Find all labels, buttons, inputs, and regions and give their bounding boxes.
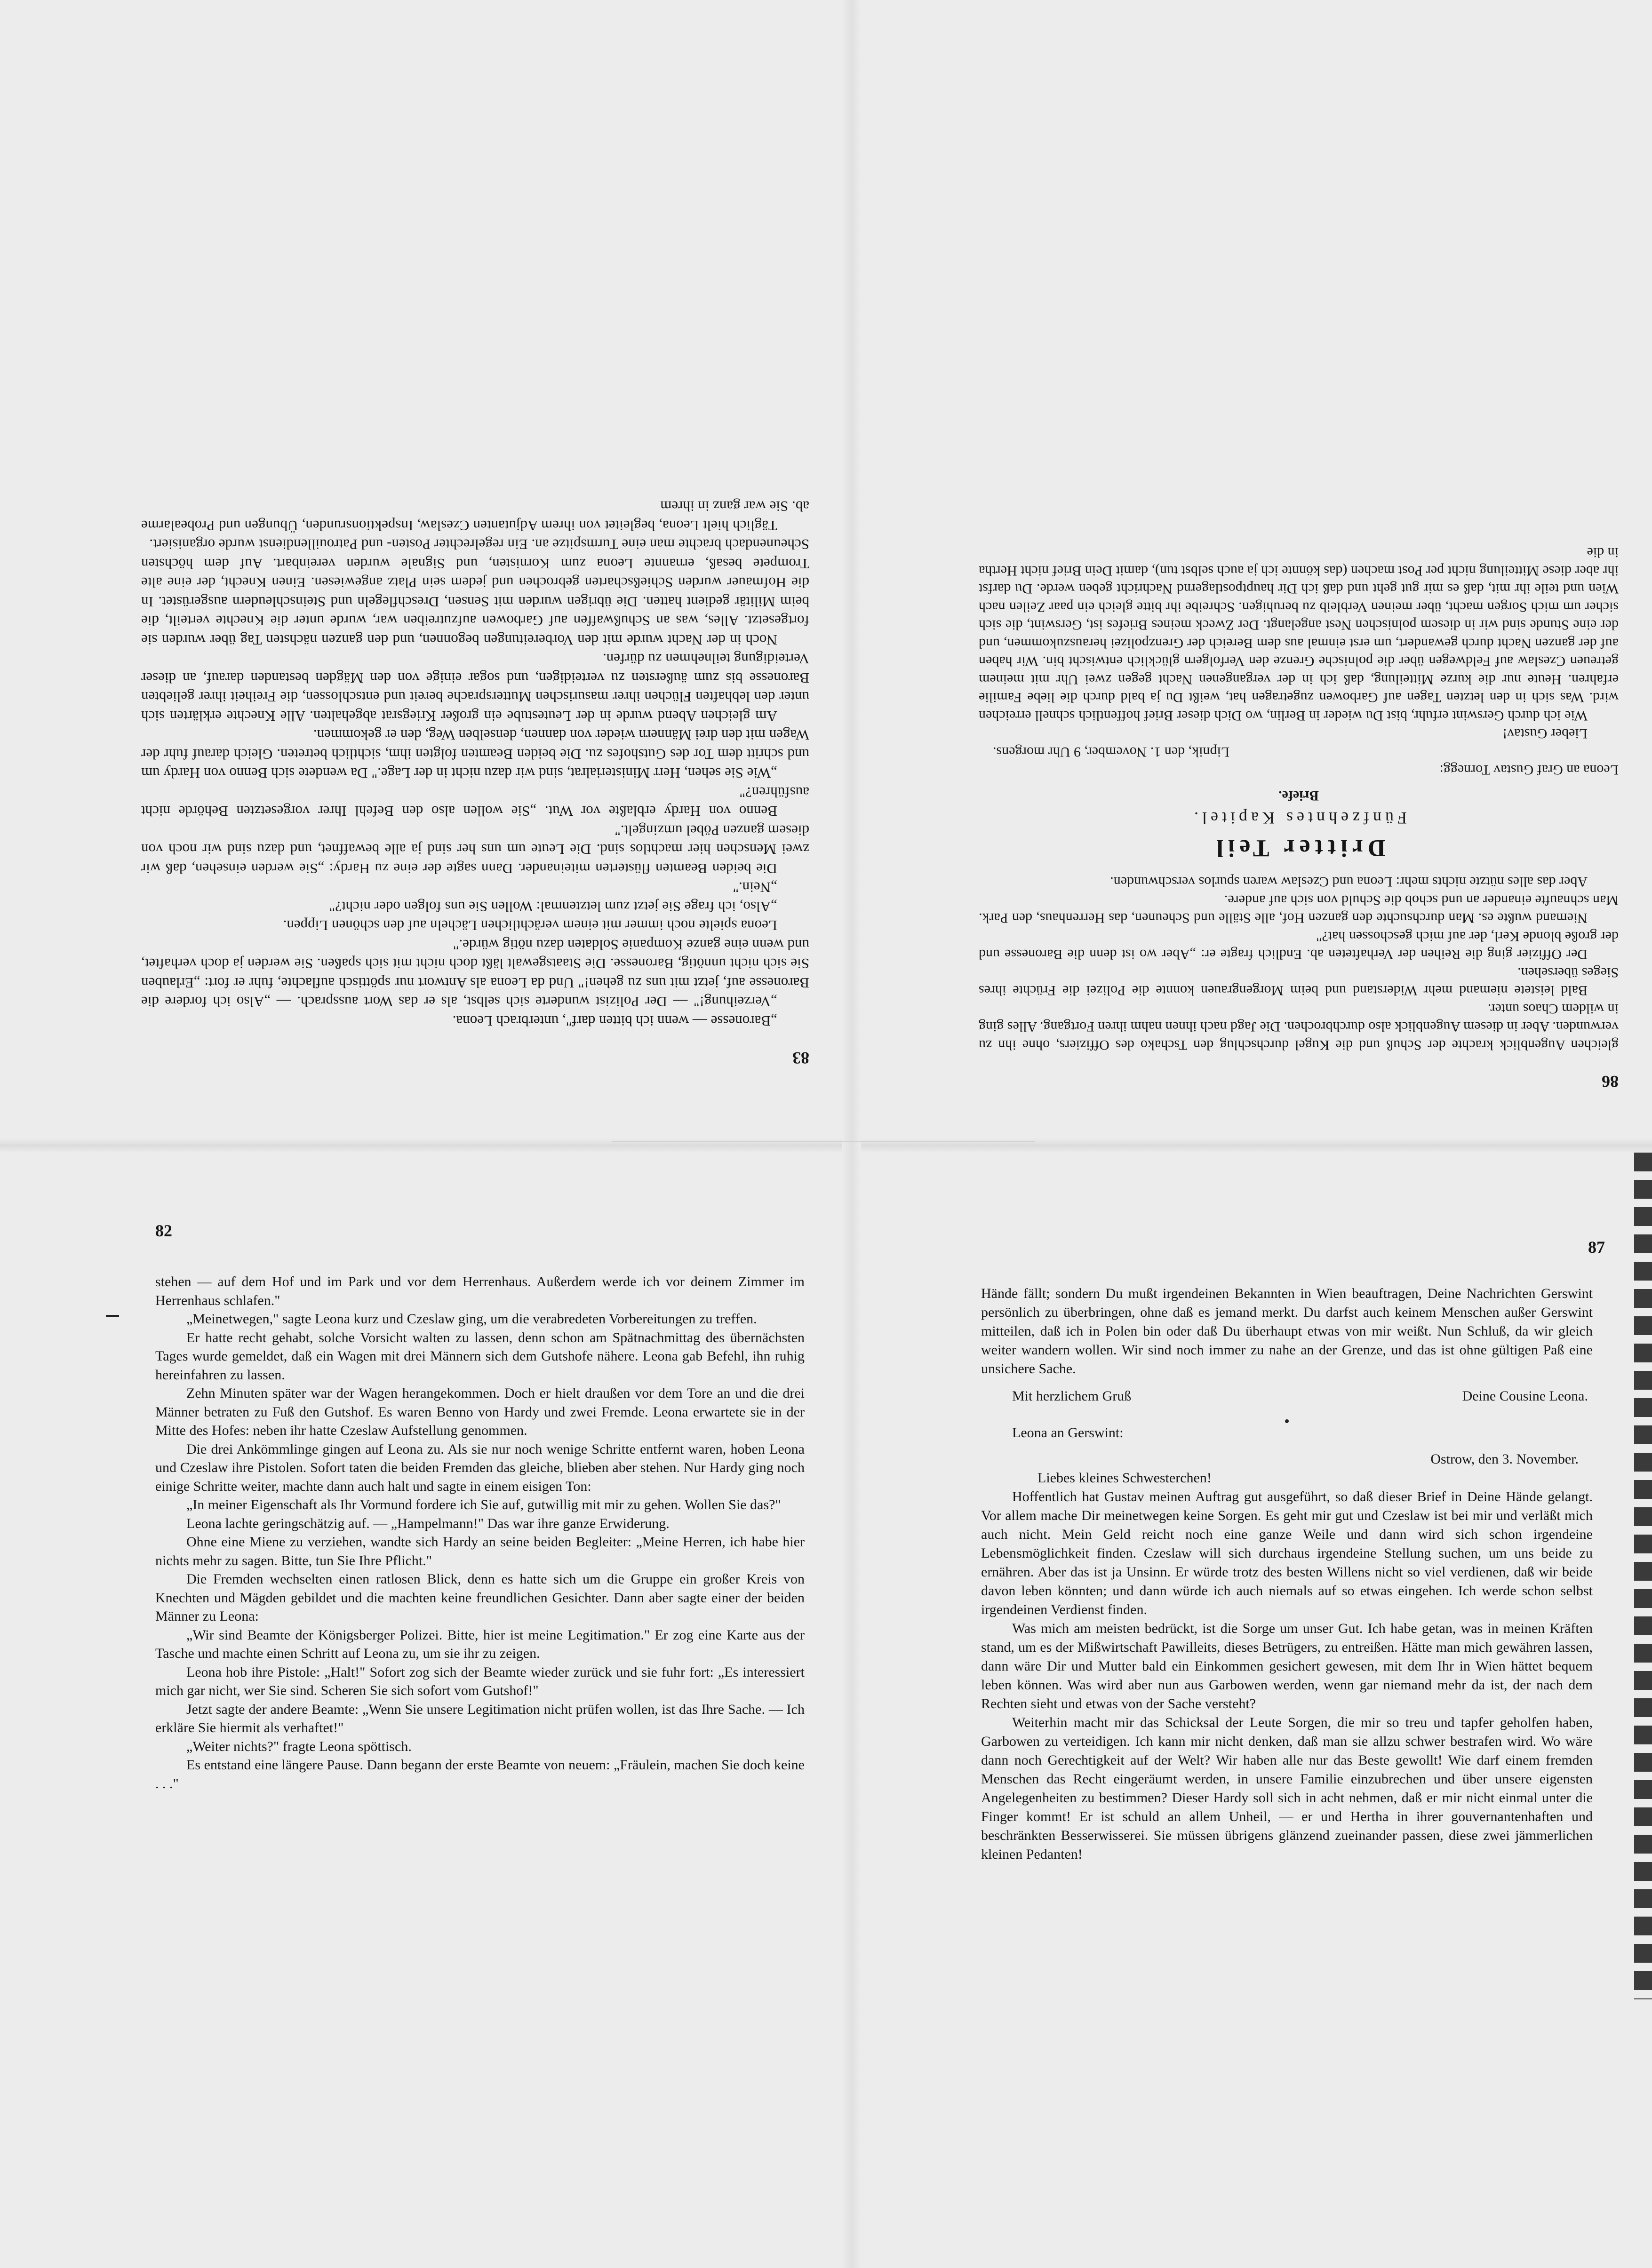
letter-dateline: Ostrow, den 3. November. <box>1430 1451 1579 1467</box>
paragraph: „Baronesse — wenn ich bitten darf", unterbrach Leona. <box>452 1013 777 1029</box>
page-83 <box>141 122 809 1068</box>
page-body <box>979 543 1619 1054</box>
letter-recipient: Leona an Graf Gustav Tornegg: <box>1439 762 1619 778</box>
paragraph: Hoffentlich hat Gustav meinen Auftrag gut ausgeführt, so daß dieser Brief in Deine Hände gelangt. Vor allem mache Dir meinetwegen keine Sorgen. Es geht mir gut und Czeslaw ist bei mir und verläßt mich auch nicht. Mein Geld reicht noch eine ganze Weile und dann wird sich schon irgendeine Lebensmöglichkeit finden. Czeslaw will sich durchaus irgendeine Stellung suchen, um uns beide zu ernähren. Aber das ist ja Unsinn. Er würde trotz des besten Willens nicht so viel verdienen, daß wir beide davon leben könnten; und dann würde ich auch niemals auf so etwas eingehen. Ich werde schon selbst irgendeinen Verdienst finden. <box>981 1489 1593 1617</box>
paragraph: „Verzeihung!" — Der Polizist wunderte sich selbst, als er das Wort aussprach. — „Also ich fordere die Baronesse auf, jetzt mit uns zu gehen!" Und da Leona als Antwort nur spöttisch auflachte, fuhr er fort: „Erlauben Sie sich nicht unnötig, Baronesse. Die Staatsgewalt läßt doch nicht mit sich spaßen. Sie werden ja doch verhaftet, und wenn eine ganze Kompanie Soldaten dazu nötig würde." <box>141 937 809 1011</box>
bleed-through-line <box>612 1141 1035 1142</box>
page-86 <box>979 127 1619 1091</box>
separator-dot <box>981 1409 1593 1421</box>
page-number: 87 <box>1588 1238 1605 1257</box>
paragraph: Ohne eine Miene zu verziehen, wandte sich Hardy an seine beiden Begleiter: „Meine Herren, ich habe hier nichts mehr zu sagen. Bitte, tun Sie Ihre Pflicht." <box>155 1534 805 1568</box>
paragraph: Wie ich durch Gerswint erfuhr, bist Du wieder in Berlin, wo Dich dieser Brief hoffentlich schnell erreichen wird. Was sich in den letzten Tagen auf Garbowen zugetragen hat, weißt Du ja bald durch die liebe Familie erfahren. Heute nur die kurze Mitteilung, daß ich in der vergangenen Nacht gegen zwei Uhr mit meinem getreuen Czeslaw auf Feldwegen über die polnische Grenze den Verfolgern glücklich entwischt bin. Wir haben auf der ganzen Nacht durch gewandert, um erst einmal aus dem Bereich der Grenzpolizei herauszukommen, und der eine Stunde sind wir in diesem polnischen Nest angelangt. Der Zweck meines Briefes ist, Gerswint, die sich sicher um mich Sorgen macht, über meinen Verbleib zu beruhigen. Schreibe ihr bitte gleich ein paar Zeilen nach Wien und teile ihr mit, daß es mir gut geht und daß ich Dir hauptpostlagernd Nachricht geben werde. Du darfst ihr aber diese Mitteilung nicht per Post machen (das könnte ich ja auch selbst tun), damit Dein Brief nicht Hertha in die <box>979 545 1619 724</box>
paragraph: Noch in der Nacht wurde mit den Vorbereitungen begonnen, und den ganzen nächsten Tag über wurden sie fortgesetzt. Alles, was an Schußwaffen auf Garbowen aufzutreiben war, wurde unter die Knechte verteilt, die beim Militär gedient hatten. Die übrigen wurden mit Sensen, Dreschflegeln und Steinschleudern ausgerüstet. In die Hofmauer wurden Schießscharten gebrochen und jedem sein Platz angewiesen. Einen Knecht, der eine alte Trompete besaß, ernannte Leona zum Kornisten, und Signale wurden vereinbart. Auf dem höchsten Scheunendach brachte man eine Turmspitze an. Ein regelrechter Posten- und Patrouillendienst wurde organisiert. <box>141 536 809 648</box>
paragraph: Weiterhin macht mir das Schicksal der Leute Sorgen, die mir so treu und tapfer geholfen haben, Garbowen zu verteidigen. Ich kann mir nicht denken, daß man sie allzu schwer bestrafen wird. Wo wäre dann noch Gerechtigkeit auf der Welt? Wir haben alle nur das Beste gewollt! Wie darf einem fremden Menschen das Recht eingeräumt werden, in unsere Familie einzubrechen und über unsere eigensten Angelegenheiten zu bestimmen? Dieser Hardy soll sich in acht nehmen, daß er mir nicht einmal unter die Finger kommt! Er ist schuld an allem Unheil, — er und Hertha in ihrer gouvernantenhaften und beschränkten Besserwisserei. Sie müssen übrigens glänzend zueinander passen, diese zwei jämmerlichen kleinen Pedanten! <box>981 1715 1593 1862</box>
paragraph: Aber das alles nützte nichts mehr: Leona und Czeslaw waren spurlos verschwunden. <box>1110 874 1588 890</box>
paragraph: Die beiden Beamten flüsterten miteinander. Dann sagte der eine zu Hardy: „Sie werden einsehen, daß wir zwei Menschen hier machtlos sind. Die Leute um uns her sind ja alle bewaffnet, und dazu sind wir noch von diesem ganzen Pöbel umzingelt." <box>141 822 809 877</box>
closing-signature: Deine Cousine Leona. <box>1462 1388 1588 1404</box>
part-title: Dritter Teil <box>1212 835 1386 861</box>
paragraph: Leona lachte geringschätzig auf. — „Hampelmann!" Das war ihre ganze Erwiderung. <box>186 1515 670 1531</box>
paragraph: Er hatte recht gehabt, solche Vorsicht walten zu lassen, denn schon am Spätnachmittag des übernächsten Tages wurde gemeldet, daß ein Wagen mit drei Männern sich dem Gutshofe nähere. Leona gab Befehl, ihn ruhig hereinfahren zu lassen. <box>155 1329 805 1383</box>
page-87 <box>981 1237 1626 2131</box>
letter-salutation: Liebes kleines Schwesterchen! <box>1037 1470 1212 1486</box>
letter-recipient: Leona an Gerswint: <box>1012 1425 1124 1440</box>
paragraph: Der Offizier ging die Reihen der Verhafteten ab. Endlich fragte er: „Aber wo ist denn die Baronesse und der große blonde Kerl, der auf mich geschossen hat?" <box>979 929 1619 963</box>
chapter-title: Fünfzehntes Kapitel. <box>1190 809 1407 828</box>
paragraph: Zehn Minuten später war der Wagen herangekommen. Doch er hielt draußen vor dem Tore an und die drei Männer betraten zu Fuß den Gutshof. Es waren Benno von Hardy und zwei Fremde. Leona erwartete sie in der Mitte des Hofes: neben ihr hatte Czeslaw Aufstellung genommen. <box>155 1385 805 1438</box>
page-number: 83 <box>792 1049 809 1067</box>
paragraph: Hände fällt; sondern Du mußt irgendeinen Bekannten in Wien beauftragen, Deine Nachrichten Gerswint persönlich zu überbringen, ohne daß es jemand merkt. Du darfst auch keinem Menschen außer Gerswint mitteilen, daß ich in Polen bin oder daß Du überhaupt etwas von mir weißt. Nun Schluß, da wir gleich weiter wandern wollen. Wir sind noch immer zu nahe an der Grenze, und das ist ohne gültigen Paß eine unsichere Sache. <box>981 1286 1593 1377</box>
closing-greeting: Mit herzlichem Gruß <box>1012 1388 1132 1404</box>
paragraph: „Weiter nichts?" fragte Leona spöttisch. <box>186 1738 412 1754</box>
vertical-fold <box>842 0 861 2268</box>
page-body <box>141 497 809 1030</box>
paragraph: Niemand wußte es. Man durchsuchte den ganzen Hof, alle Ställe und Scheunen, das Herrenhaus, den Park. Man schnaufte einander an und schob die Schuld von sich auf andere. <box>979 892 1619 926</box>
letter-salutation: Lieber Gustav! <box>1502 726 1588 742</box>
paragraph: Benno von Hardy erblaßte vor Wut. „Sie wollen also den Befehl Ihrer vorgesetzten Behörde nicht ausführen?" <box>141 784 809 820</box>
paragraph: „In meiner Eigenschaft als Ihr Vormund fordere ich Sie auf, gutwillig mit mir zu gehen. Wollen Sie das?" <box>186 1497 781 1512</box>
paragraph: „Nein." <box>733 879 777 896</box>
paragraph: Täglich hielt Leona, begleitet von ihrem Adjutanten Czeslaw, Inspektionsrunden, Übungen und Probealarme ab. Sie war ganz in ihrem <box>141 498 809 534</box>
page-number: 86 <box>1602 1072 1619 1091</box>
margin-mark <box>106 1315 119 1317</box>
paragraph: Die Fremden wechselten einen ratlosen Blick, denn es hatte sich um die Gruppe ein großer Kreis von Knechten und Mägden gebildet und die machten keine freundlichen Gesichter. Dann aber sagte einer der beiden Männer zu Leona: <box>155 1571 805 1624</box>
paragraph: „Meinetwegen," sagte Leona kurz und Czeslaw ging, um die verabredeten Vorbereitungen zu treffen. <box>186 1311 757 1327</box>
paragraph: Jetzt sagte der andere Beamte: „Wenn Sie unsere Legitimation nicht prüfen wollen, ist das Ihre Sache. — Ich erkläre Sie hiermit als verhaftet!" <box>155 1701 805 1735</box>
paragraph: Leona hob ihre Pistole: „Halt!" Sofort zog sich der Beamte wieder zurück und sie fuhr fort: „Es interessiert mich gar nicht, wer Sie sind. Scheren Sie sich sofort vom Gutshof!" <box>155 1664 805 1698</box>
right-edge-print-strip <box>1634 1153 1652 1999</box>
paragraph: „Wie Sie sehen, Herr Ministerialrat, sind wir dazu nicht in der Lage." Da wendete sich Benno von Hardy um und schritt dem Tor des Gutshofes zu. Die beiden Beamten folgten ihm, sichtlich betreten. Gleich darauf fuhr der Wagen mit den drei Männern wieder von dannen, denselben Weg, den er gekommen. <box>141 727 809 782</box>
paragraph: Leona spielte noch immer mit einem verächtlichen Lächeln auf den schönen Lippen. <box>283 917 777 934</box>
chapter-subtitle: Briefe. <box>1278 788 1319 804</box>
page-body <box>981 1284 1593 1864</box>
paragraph: stehen — auf dem Hof und im Park und vor dem Herrenhaus. Außerdem werde ich vor deinem Zimmer im Herrenhaus schlafen." <box>155 1274 805 1308</box>
letter-dateline: Lipnik, den 1. November, 9 Uhr morgens. <box>993 744 1230 760</box>
paragraph: „Also, ich frage Sie jetzt zum letztenmal: Wollen Sie uns folgen oder nicht?" <box>329 899 777 915</box>
page-body <box>155 1273 805 1793</box>
paragraph: Es entstand eine längere Pause. Dann begann der erste Beamte von neuem: „Fräulein, machen Sie doch keine . . ." <box>155 1757 805 1791</box>
paragraph: „Wir sind Beamte der Königsberger Polizei. Bitte, hier ist meine Legitimation." Er zog eine Karte aus der Tasche und machte einen Schritt auf Leona zu, um sie ihr zu zeigen. <box>155 1627 805 1661</box>
page-number: 82 <box>155 1221 172 1240</box>
paragraph: Die drei Ankömmlinge gingen auf Leona zu. Als sie nur noch wenige Schritte entfernt waren, hoben Leona und Czeslaw ihre Pistolen. Sofort taten die beiden Fremden das gleiche, blieben aber stehen. Nur Hardy ging noch einige Schritte weiter, machte dann auch halt und sagte in einem eisigen Ton: <box>155 1441 805 1494</box>
paragraph: gleichen Augenblick krachte der Schuß und die Kugel durchschlug den Tschako des Offiziers, ohne ihn zu verwunden. Aber in diesem Augenblick also durchbrochen. Die Jagd nach ihnen nahm ihren Fortgang. Alles ging in wildem Chaos unter. <box>979 1001 1619 1053</box>
paragraph: Bald leistete niemand mehr Widerstand und beim Morgengrauen konnte die Polizei die Früchte ihres Sieges übersehen. <box>979 965 1619 999</box>
paragraph: Was mich am meisten bedrückt, ist die Sorge um unser Gut. Ich habe getan, was in meinen Kräften stand, um es der Mißwirtschaft Pawilleits, dieses Betrügers, zu entreißen. Hätte man mich gewähren lassen, dann wäre Dir und Mutter bald ein Einkommen gesichert gewesen, mit dem Ihr in Wien hättet bequem leben können. Was wird aber nun aus Garbowen werden, wenn gar niemand mehr da ist, der nach dem Rechten sieht und etwas von der Sache versteht? <box>981 1621 1593 1711</box>
letter-closing <box>1012 1387 1593 1406</box>
paragraph: Am gleichen Abend wurde in der Leutestube ein großer Kriegsrat abgehalten. Alle Knechte erklärten sich unter den lebhaften Flüchen ihrer masurischen Muttersprache bereit und entschlossen, die Freiheit ihrer geliebten Baronesse bis zum äußersten zu verteidigen, und sogar einige von den Mägden bestanden darauf, an dieser Verteidigung teilnehmen zu dürfen. <box>141 651 809 724</box>
page-82 <box>155 1221 805 2166</box>
